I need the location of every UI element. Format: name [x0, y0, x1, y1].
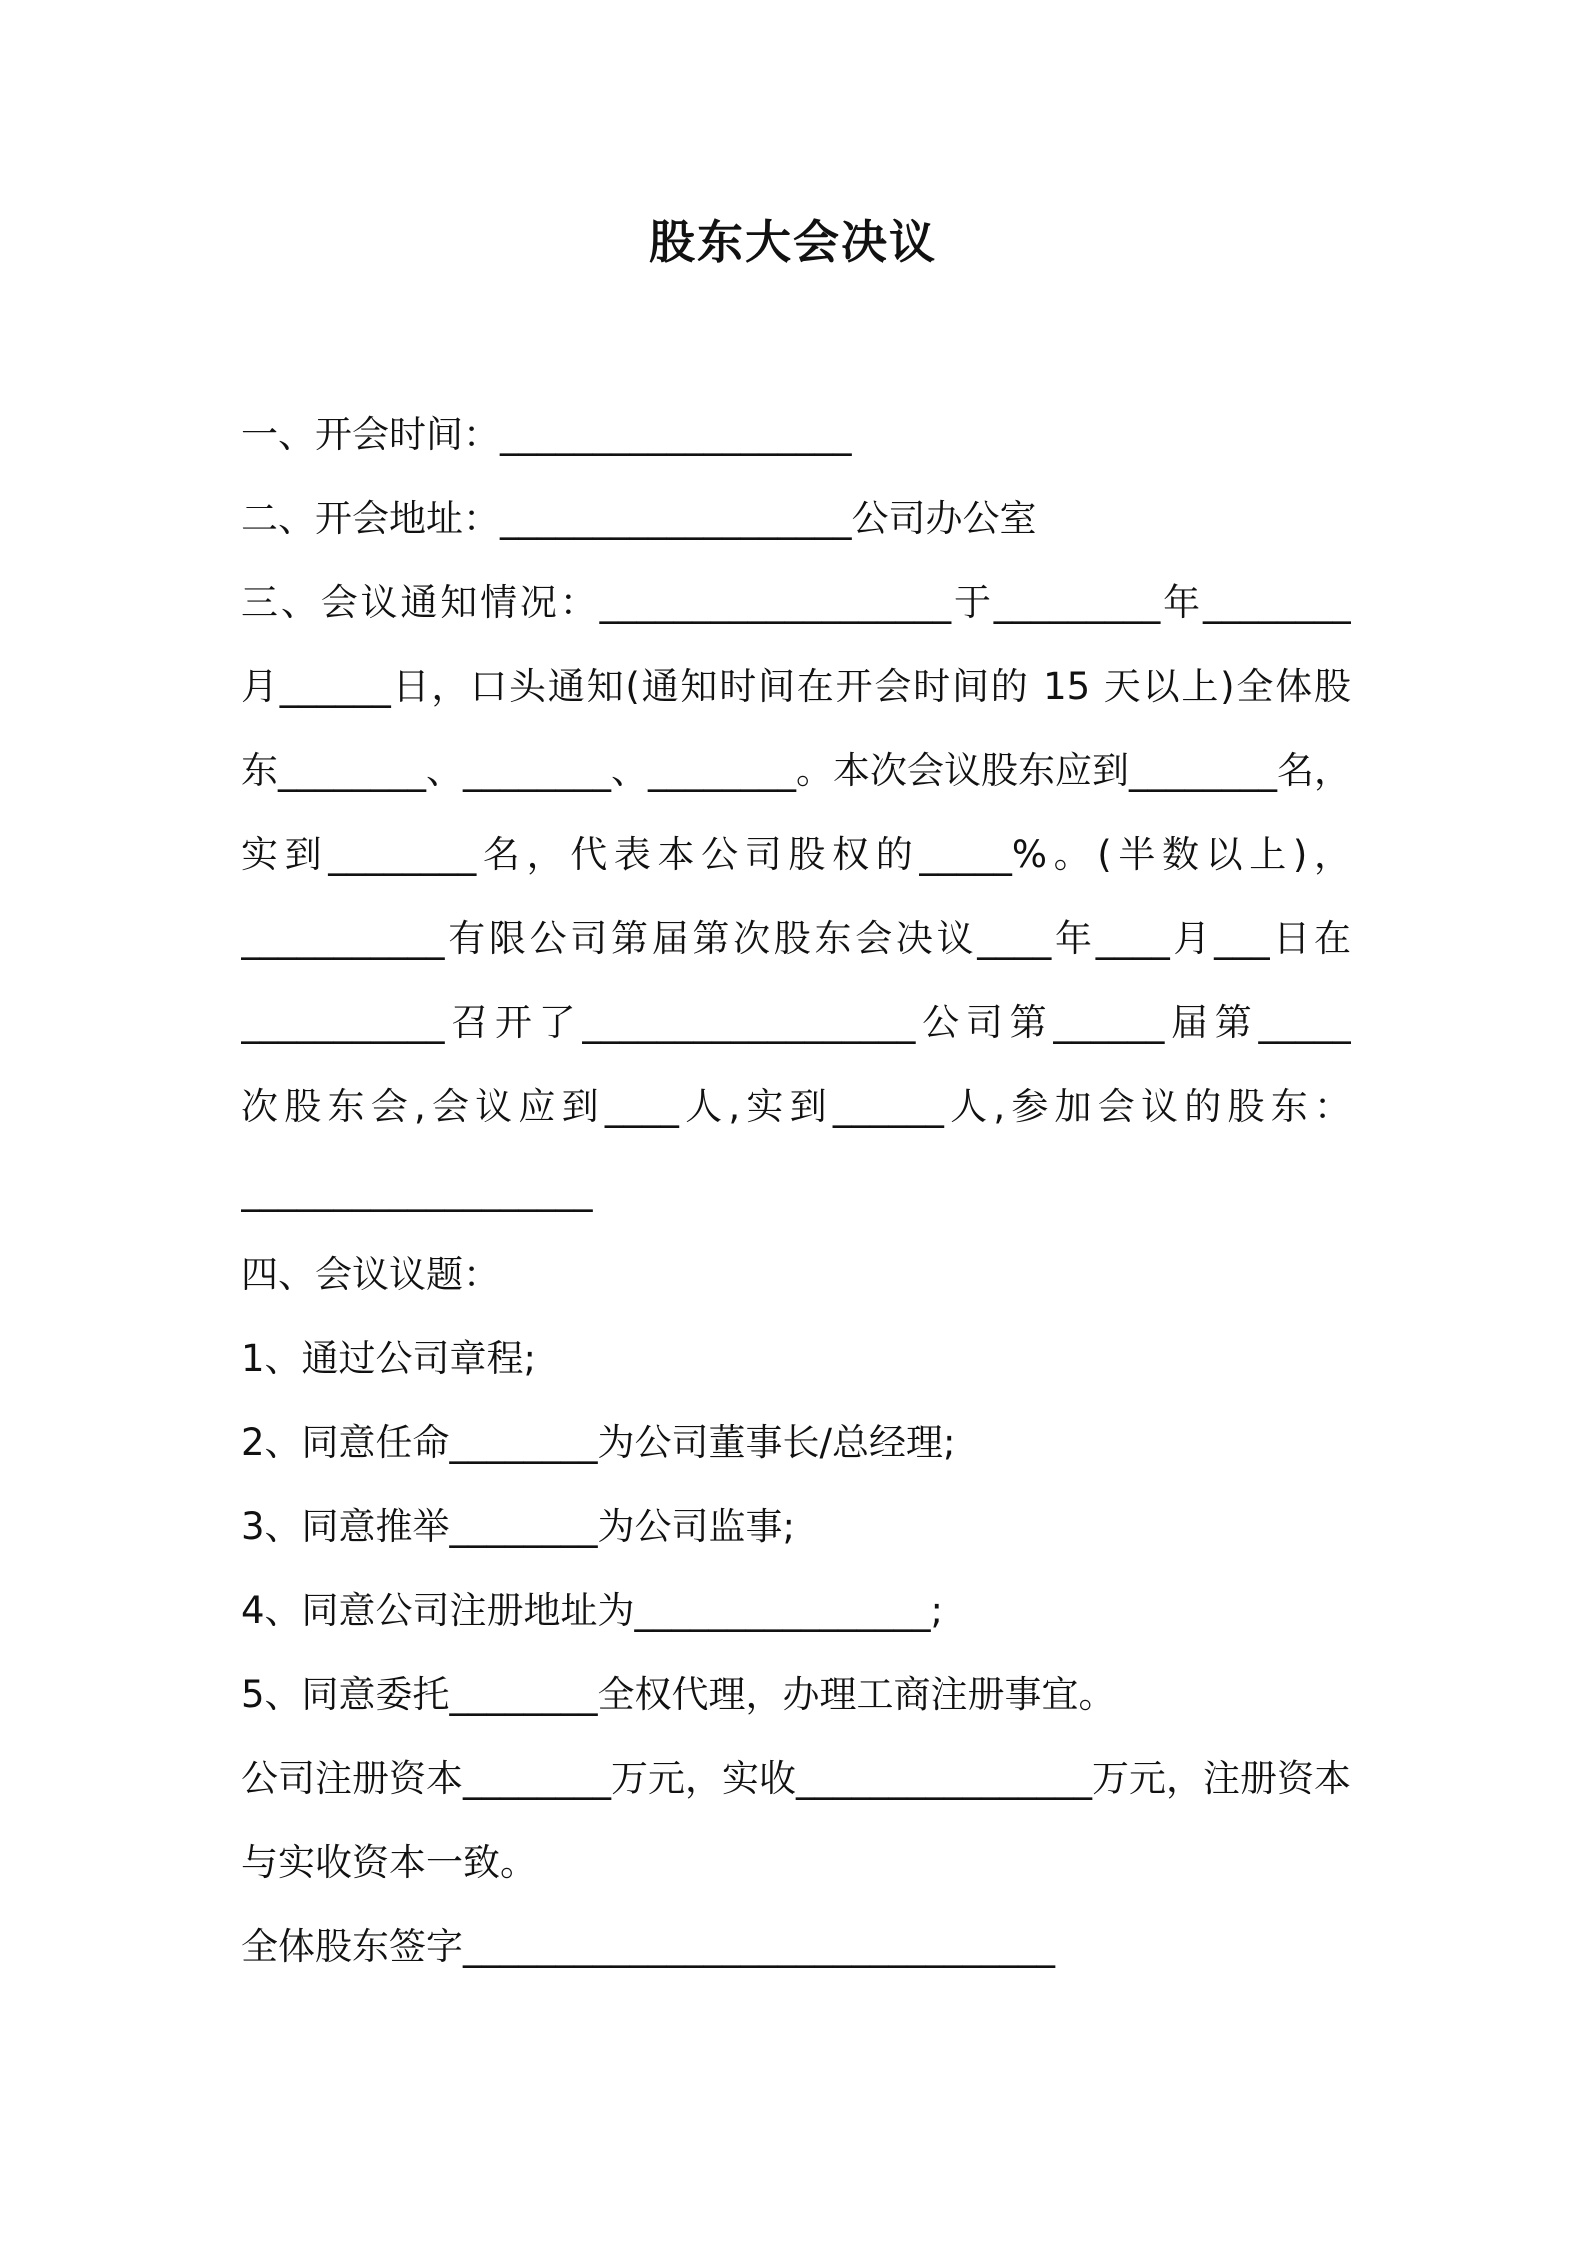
meeting-notice-line-5: ___________有限公司第届第次股东会决议____年____月___日在 — [241, 917, 1351, 960]
agenda-item-5: 5、同意委托________全权代理，办理工商注册事宜。 — [241, 1673, 1116, 1716]
meeting-notice-line-2: 月______日，口头通知(通知时间在开会时间的 15 天以上)全体股 — [241, 665, 1351, 708]
agenda-item-4: 4、同意公司注册地址为________________; — [241, 1589, 944, 1632]
meeting-address-line: 二、开会地址：___________________公司办公室 — [241, 497, 1037, 540]
registered-capital-line-1: 公司注册资本________万元，实收________________万元，注册资本 — [241, 1757, 1351, 1800]
agenda-heading: 四、会议议题： — [241, 1253, 500, 1296]
meeting-notice-line-7: 次股东会,会议应到____人,实到______人,参加会议的股东： — [241, 1085, 1351, 1128]
meeting-notice-line-1: 三、会议通知情况：___________________于_________年________ — [241, 581, 1351, 624]
meeting-notice-line-4: 实到________名，代表本公司股权的_____%。(半数以上)， — [241, 833, 1351, 876]
attending-shareholders-blank: ___________________ — [241, 1169, 593, 1212]
agenda-item-3: 3、同意推举________为公司监事; — [241, 1505, 796, 1548]
meeting-time-line: 一、开会时间：___________________ — [241, 413, 852, 456]
document-title: 股东大会决议 — [649, 215, 937, 269]
agenda-item-1: 1、通过公司章程; — [241, 1337, 537, 1380]
registered-capital-line-2: 与实收资本一致。 — [241, 1841, 537, 1884]
agenda-item-2: 2、同意任命________为公司董事长/总经理; — [241, 1421, 956, 1464]
meeting-notice-line-6: ___________召开了__________________公司第______届第_____ — [241, 1001, 1351, 1044]
meeting-notice-line-3: 东________、________、________。本次会议股东应到________名， — [241, 749, 1351, 792]
shareholder-signature-line: 全体股东签字________________________________ — [241, 1925, 1055, 1968]
